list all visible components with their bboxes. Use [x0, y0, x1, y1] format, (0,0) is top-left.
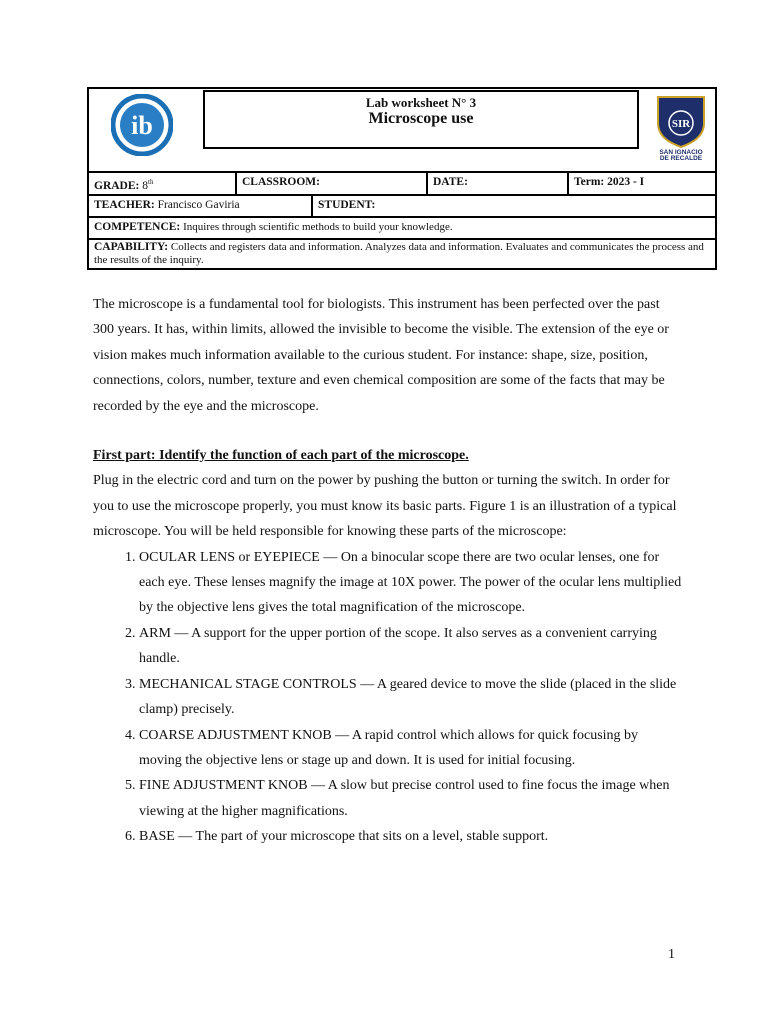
competence-label: COMPETENCE: — [94, 221, 181, 233]
worksheet-body — [93, 292, 683, 850]
classroom-label: CLASSROOM: — [242, 176, 320, 188]
info-row-competence — [89, 216, 715, 238]
worksheet-title: Microscope use — [368, 110, 474, 127]
list-item: 1. OCULAR LENS or EYEPIECE — On a binocular scope there are two ocular lenses, one for each eye. These lenses magnify the image at 10X power. The power of the ocular lens multiplied by the objective lens gives the total magnification of the microscope. — [139, 545, 683, 621]
competence-value: Inquires through scientific methods to build your knowledge. — [183, 221, 453, 233]
info-row-teacher — [89, 194, 715, 216]
svg-text:ib: ib — [131, 111, 153, 140]
intro-paragraph: The microscope is a fundamental tool for biologists. This instrument has been perfected over the past 300 years. It has, within limits, allowed the invisible to become the visible. The extension of the eye or vision makes much information available to the curious student. For instance: shape, size, position, connections, colors, number, texture and even chemical composition are some of the facts that may be recorded by the eye and the microscope. — [93, 297, 669, 414]
capability-value: Collects and registers data and information. Analyzes data and information. Evaluates and communicates the process and the results of the inquiry. — [94, 241, 704, 266]
grade-value: 8 — [142, 179, 148, 192]
teacher-value: Francisco Gaviria — [157, 199, 240, 211]
grade-label: GRADE: — [94, 179, 140, 192]
school-name-line1: SAN IGNACIO — [659, 149, 703, 156]
school-crest-icon — [652, 93, 710, 163]
list-item: 6. BASE — The part of your microscope that sits on a level, stable support. — [139, 824, 683, 849]
list-item: 4. COARSE ADJUSTMENT KNOB — A rapid control which allows for quick focusing by moving the objective lens or stage up and down. It is used for initial focusing. — [139, 723, 683, 774]
grade-sup: th — [148, 178, 154, 186]
list-item: 3. MECHANICAL STAGE CONTROLS — A geared device to move the slide (placed in the slide clamp) precisely. — [139, 672, 683, 723]
date-label: DATE: — [433, 176, 468, 188]
info-row-capability — [89, 238, 715, 270]
ib-logo-icon — [111, 94, 173, 156]
first-part-paragraph: Plug in the electric cord and turn on the power by pushing the button or turning the switch. In order for you to use the microscope properly, you must know its basic parts. Figure 1 is an illustration of a typical microscope. You will be held responsible for knowing these parts of the microscope: — [93, 473, 677, 540]
student-label: STUDENT: — [318, 199, 376, 211]
worksheet-header — [87, 87, 717, 270]
term-label: Term: 2023 - I — [574, 176, 645, 188]
list-item: 2. ARM — A support for the upper portion of the scope. It also serves as a convenient carrying handle. — [139, 621, 683, 672]
capability-label: CAPABILITY: — [94, 241, 169, 253]
microscope-parts-list — [93, 545, 683, 850]
list-item: 5. FINE ADJUSTMENT KNOB — A slow but precise control used to fine focus the image when viewing at the higher magnifications. — [139, 773, 683, 824]
first-part-heading: First part: Identify the function of each part of the microscope. — [93, 448, 469, 464]
teacher-label: TEACHER: — [94, 199, 155, 211]
worksheet-number: Lab worksheet N° 3 — [365, 95, 477, 110]
info-row-grade — [89, 171, 715, 194]
school-monogram: SIR — [671, 118, 691, 130]
title-box — [203, 90, 639, 149]
school-name-line2: DE RECALDE — [659, 155, 703, 162]
page-number: 1 — [668, 947, 675, 962]
